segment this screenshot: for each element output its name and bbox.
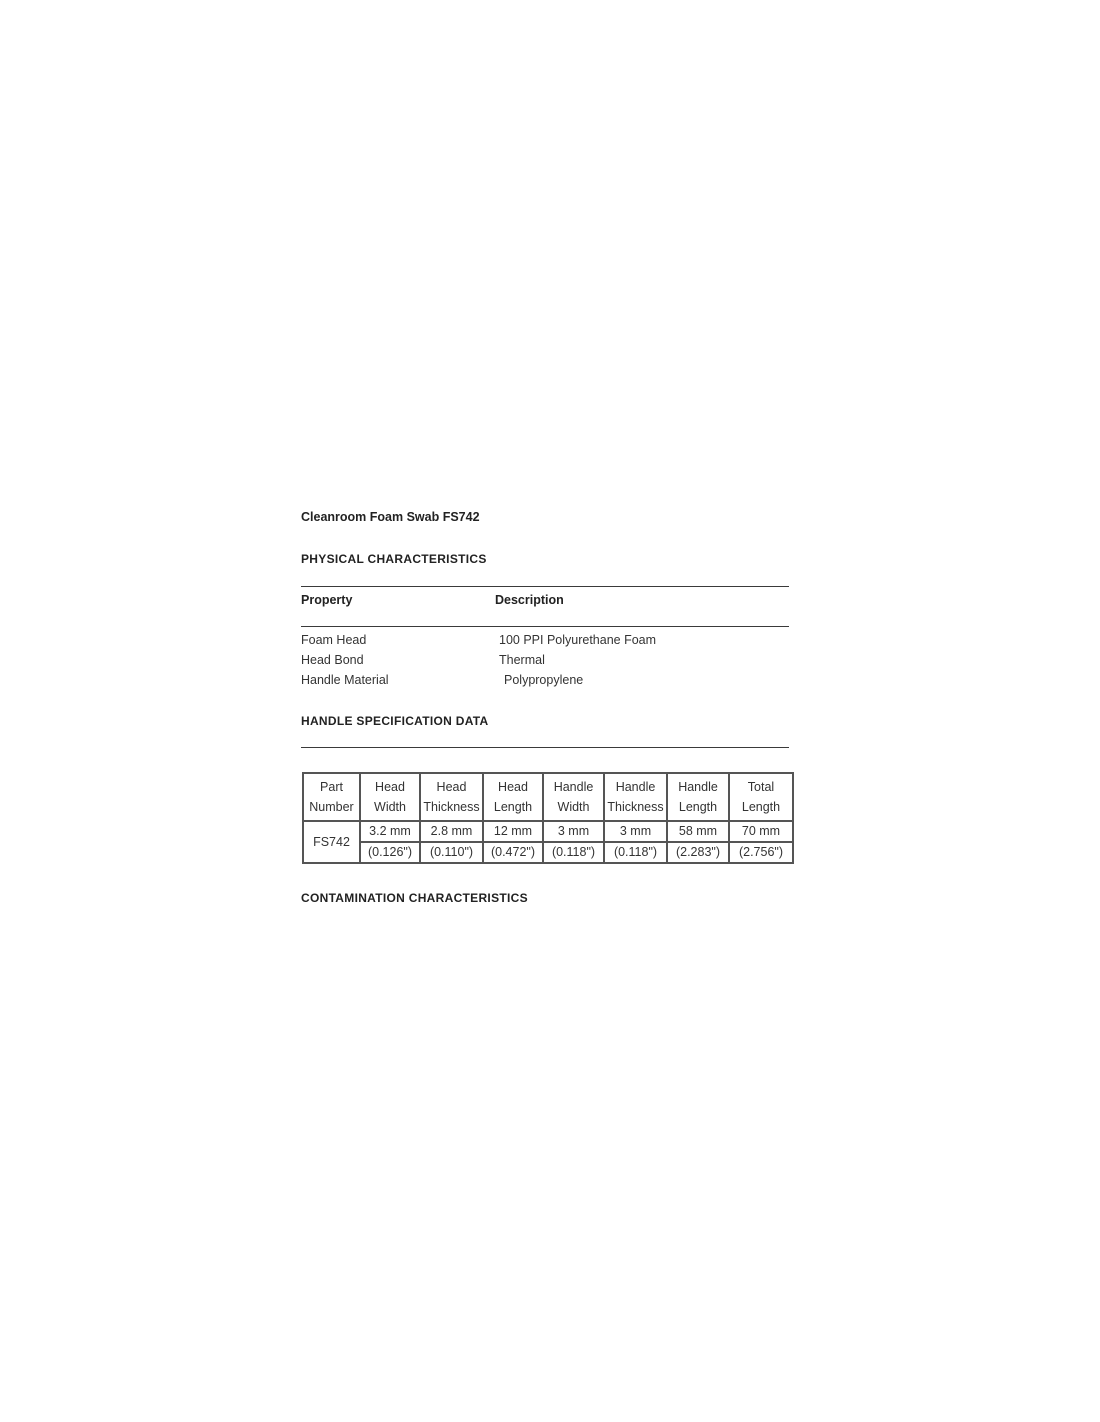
property-name: Handle Material	[301, 673, 389, 687]
part-number-header: Part Number	[303, 773, 360, 821]
table-cell: (0.472")	[483, 842, 543, 863]
document-title: Cleanroom Foam Swab FS742	[301, 510, 480, 524]
handle-specification-table	[302, 772, 794, 864]
head-length-header: Head Length	[483, 773, 543, 821]
table-row-imperial	[303, 842, 793, 863]
divider	[301, 586, 789, 587]
contamination-characteristics-heading: CONTAMINATION CHARACTERISTICS	[301, 891, 528, 905]
head-thickness-header: Head Thickness	[420, 773, 483, 821]
table-cell: (2.756")	[729, 842, 793, 863]
property-row	[301, 673, 789, 691]
table-cell: (0.118")	[543, 842, 604, 863]
property-row	[301, 633, 789, 651]
property-description: Polypropylene	[504, 673, 584, 687]
property-description: Thermal	[499, 653, 545, 667]
handle-thickness-header: Handle Thickness	[604, 773, 667, 821]
table-cell: 58 mm	[667, 821, 729, 842]
divider	[301, 747, 789, 748]
description-column-header: Description	[495, 593, 564, 607]
table-cell: 70 mm	[729, 821, 793, 842]
table-cell: 12 mm	[483, 821, 543, 842]
table-cell: (2.283")	[667, 842, 729, 863]
table-header-row	[303, 773, 793, 821]
total-length-header: Total Length	[729, 773, 793, 821]
handle-width-header: Handle Width	[543, 773, 604, 821]
table-cell: 3 mm	[543, 821, 604, 842]
table-cell: (0.118")	[604, 842, 667, 863]
table-cell: 3.2 mm	[360, 821, 420, 842]
head-width-header: Head Width	[360, 773, 420, 821]
physical-characteristics-heading: PHYSICAL CHARACTERISTICS	[301, 552, 487, 566]
handle-length-header: Handle Length	[667, 773, 729, 821]
part-number-cell: FS742	[303, 821, 360, 863]
property-name: Foam Head	[301, 633, 367, 647]
divider	[301, 626, 789, 627]
handle-specification-heading: HANDLE SPECIFICATION DATA	[301, 714, 489, 728]
property-description: 100 PPI Polyurethane Foam	[499, 633, 657, 647]
property-row	[301, 653, 789, 671]
property-name: Head Bond	[301, 653, 364, 667]
table-cell: (0.110")	[420, 842, 483, 863]
table-cell: 3 mm	[604, 821, 667, 842]
table-cell: 2.8 mm	[420, 821, 483, 842]
table-cell: (0.126")	[360, 842, 420, 863]
property-column-header: Property	[301, 593, 353, 607]
table-row-metric	[303, 821, 793, 842]
